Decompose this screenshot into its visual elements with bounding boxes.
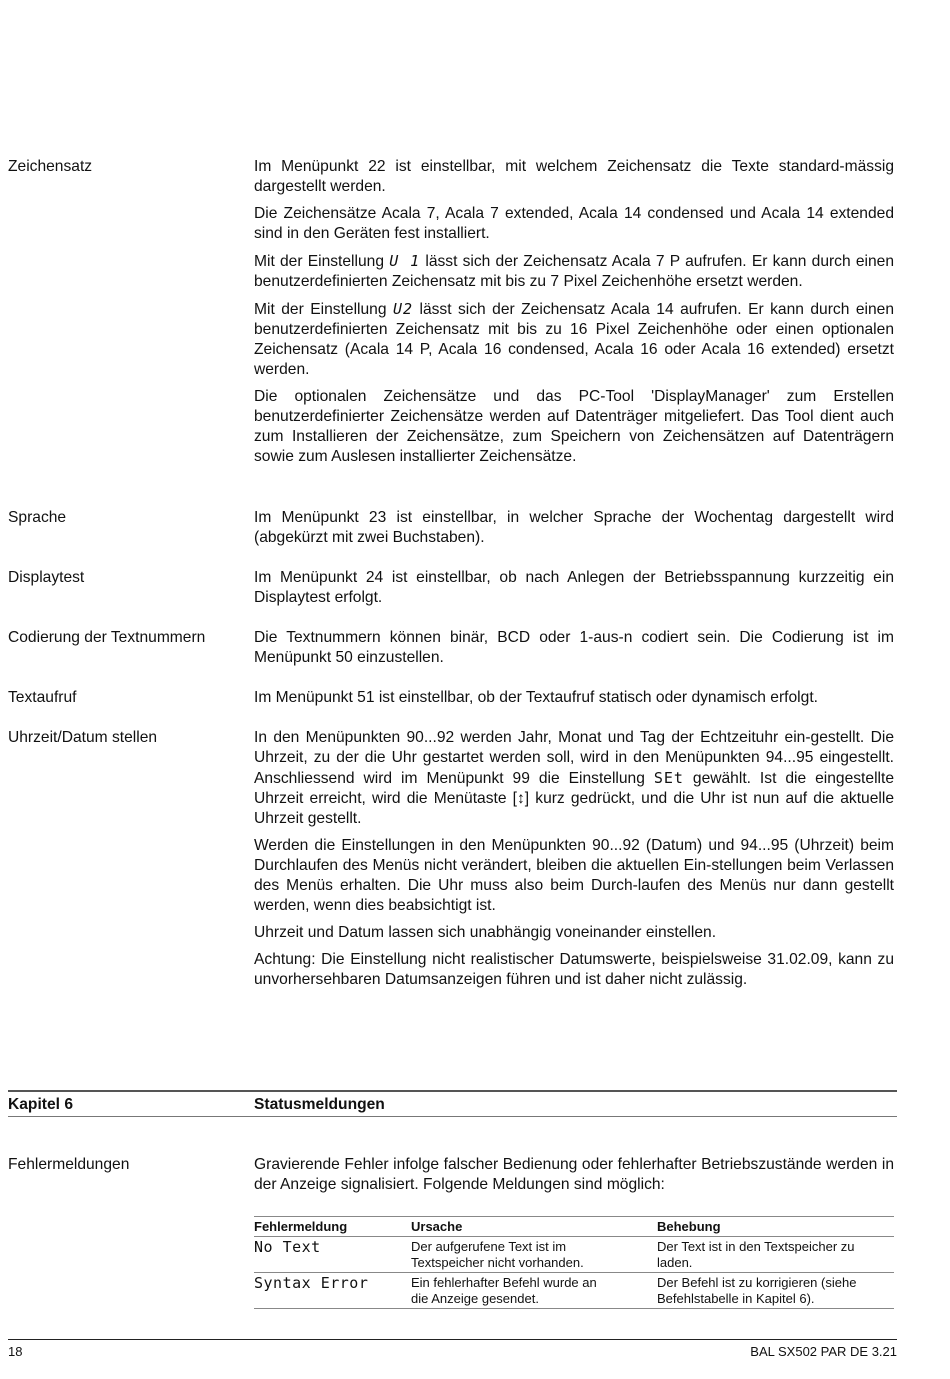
document-id: BAL SX502 PAR DE 3.21: [750, 1344, 897, 1359]
text: gewählt. Ist die eingestellte Uhrzeit erreicht, wird die Menütaste [↕] kurz gedrückt, und die Uhr ist nun auf die aktuelle Uhrzeit gestellt.: [254, 770, 894, 827]
table-row: [254, 1237, 894, 1273]
paragraph: Die Textnummern können binär, BCD oder 1-aus-n codiert sein. Die Codierung ist im Menüpunkt 50 einzustellen.: [254, 629, 894, 666]
section-body: [254, 688, 894, 715]
error-table: [254, 1216, 894, 1309]
section-label: Fehlermeldungen: [8, 1156, 130, 1173]
text: In den Menüpunkten 90...92 werden Jahr, Monat und Tag der Echtzeituhr ein-gestellt. Die Uhrzeit, zu der die Uhr gestartet werden soll, wird in den Menüpunkten 94...95 eingestellt. Anschliessend wird im Menüpunkt 99 die Einstellung: [254, 729, 894, 787]
section-body: [254, 628, 894, 675]
section-body: [254, 568, 894, 615]
section-label: Displaytest: [8, 569, 85, 586]
chapter-number: Kapitel 6: [8, 1096, 73, 1113]
paragraph: [254, 728, 894, 829]
error-message-cell: Syntax Error: [254, 1274, 369, 1292]
text: Mit der Einstellung: [254, 301, 393, 318]
paragraph: [254, 251, 894, 292]
text: lässt sich der Zeichensatz Acala 14 aufrufen. Er kann durch einen benutzerdefinierten Zeichensatz mit bis zu 16 Pixel Zeichenhöhe oder einen optionalen Zeichensatz (Acala 14 P, Acala 16 condensed, Acala 16 oder Acala 16 extended) ersetzt werden.: [254, 301, 894, 378]
column-header: Fehlermeldung: [254, 1217, 411, 1237]
section-body: [254, 508, 894, 555]
text: Mit der Einstellung: [254, 253, 390, 270]
paragraph: [254, 299, 894, 380]
section-body: [254, 1155, 894, 1202]
segment-display-code: SEt: [653, 769, 684, 787]
chapter-title: Statusmeldungen: [254, 1096, 385, 1113]
fix-cell: Der Befehl ist zu korrigieren (siehe Befehlstabelle in Kapitel 6).: [657, 1275, 857, 1306]
section-label: Codierung der Textnummern: [8, 629, 206, 646]
paragraph: Im Menüpunkt 24 ist einstellbar, ob nach Anlegen der Betriebsspannung kurzzeitig ein Displaytest erfolgt.: [254, 569, 894, 606]
segment-display-code: U2: [392, 300, 414, 318]
chapter-header: [8, 1090, 897, 1117]
table-header-row: [254, 1217, 894, 1237]
section-label: Uhrzeit/Datum stellen: [8, 729, 158, 746]
cause-cell: Der aufgerufene Text ist im Textspeicher nicht vorhanden.: [411, 1237, 657, 1273]
paragraph: Im Menüpunkt 22 ist einstellbar, mit welchem Zeichensatz die Texte standard-mässig dargestellt werden.: [254, 158, 894, 195]
cause-cell: Ein fehlerhafter Befehl wurde an die Anzeige gesendet.: [411, 1275, 597, 1306]
fix-cell: Der Text ist in den Textspeicher zu laden.: [657, 1237, 894, 1273]
segment-display-code: U 1: [389, 252, 421, 270]
section-label: Zeichensatz: [8, 158, 93, 175]
paragraph: Werden die Einstellungen in den Menüpunkten 90...92 (Datum) und 94...95 (Uhrzeit) beim Durchlaufen des Menüs nicht verändert, bleiben die aktuellen Ein-stellungen beim Verlassen des Menüs erhalten. Die Uhr muss also beim Durch-laufen des Menüs nur dann gestellt werden, wenn dies beabsichtigt ist.: [254, 837, 894, 914]
paragraph: Achtung: Die Einstellung nicht realistischer Datumswerte, beispielsweise 31.02.09, kann zu unvorhersehbaren Datumsanzeigen führen und ist daher nicht zulässig.: [254, 951, 894, 988]
text: lässt sich der Zeichensatz Acala 7 P aufrufen. Er kann durch einen benutzerdefinierten Zeichensatz mit bis zu 7 Pixel Zeichenhöhe ersetzt werden.: [254, 253, 894, 290]
column-header: Behebung: [657, 1217, 894, 1237]
paragraph: Die Zeichensätze Acala 7, Acala 7 extended, Acala 14 condensed und Acala 14 extended sind in den Geräten fest installiert.: [254, 205, 894, 242]
paragraph: Uhrzeit und Datum lassen sich unabhängig voneinander einstellen.: [254, 924, 717, 941]
paragraph: Im Menüpunkt 23 ist einstellbar, in welcher Sprache der Wochentag dargestellt wird (abgekürzt mit zwei Buchstaben).: [254, 509, 894, 546]
paragraph: Die optionalen Zeichensätze und das PC-Tool 'DisplayManager' zum Erstellen benutzerdefinierter Zeichensätze werden auf Datenträger mitgeliefert. Das Tool dient auch zum Installieren der Zeichensätze, zum Speichern von Zeichensätzen auf Datenträgern sowie zum Auslesen installierter Zeichensätze.: [254, 388, 894, 465]
section-label: Textaufruf: [8, 689, 77, 706]
section-label: Sprache: [8, 509, 67, 526]
page-footer: [8, 1339, 897, 1359]
paragraph: Im Menüpunkt 51 ist einstellbar, ob der Textaufruf statisch oder dynamisch erfolgt.: [254, 689, 818, 706]
section-body: [254, 157, 894, 474]
paragraph: Gravierende Fehler infolge falscher Bedienung oder fehlerhafter Betriebszustände werden in der Anzeige signalisiert. Folgende Meldungen sind möglich:: [254, 1156, 894, 1193]
table-row: [254, 1273, 894, 1309]
page-number: 18: [8, 1344, 23, 1359]
column-header: Ursache: [411, 1217, 657, 1237]
error-message-cell: No Text: [254, 1237, 411, 1273]
section-body: [254, 728, 894, 997]
